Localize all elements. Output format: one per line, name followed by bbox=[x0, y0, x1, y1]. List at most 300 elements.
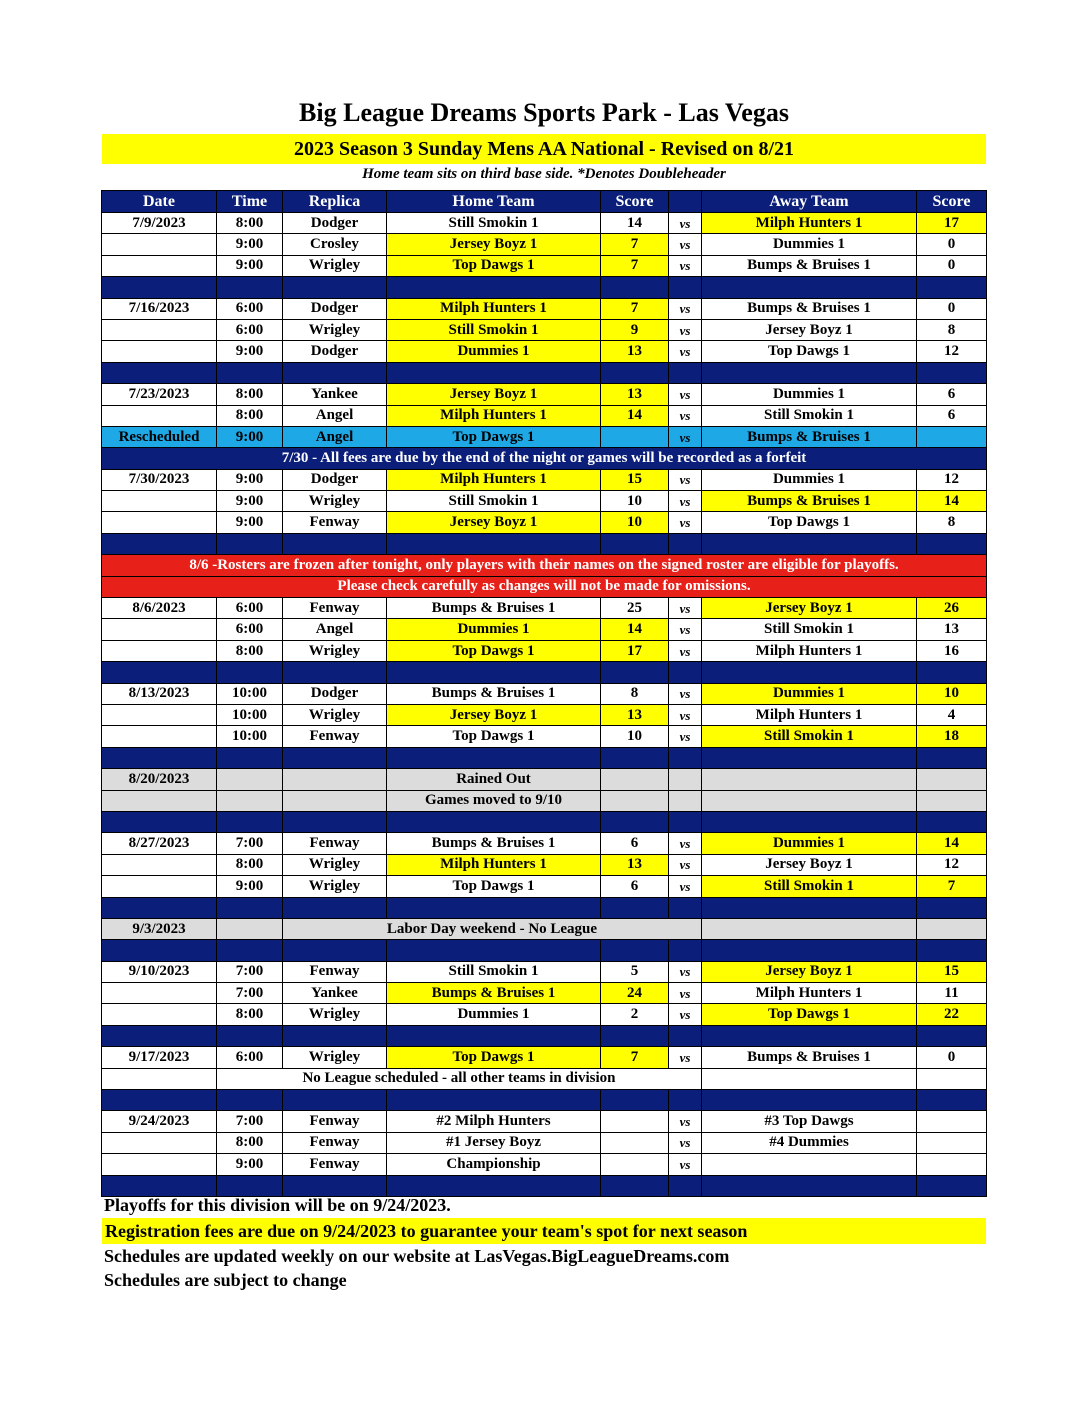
vs-label: vs bbox=[669, 341, 702, 362]
game-date bbox=[102, 876, 217, 897]
game-field: Fenway bbox=[283, 1111, 387, 1132]
home-score: 10 bbox=[601, 491, 669, 512]
separator-cell bbox=[601, 897, 669, 918]
game-field: Dodger bbox=[283, 341, 387, 362]
separator-cell bbox=[702, 747, 917, 768]
game-row bbox=[102, 1047, 987, 1068]
game-date bbox=[102, 726, 217, 747]
away-score: 10 bbox=[917, 683, 987, 704]
game-date bbox=[102, 704, 217, 725]
rainout-row bbox=[102, 769, 987, 790]
home-score: 7 bbox=[601, 1047, 669, 1068]
away-score: 13 bbox=[917, 619, 987, 640]
game-time: 7:00 bbox=[217, 1111, 283, 1132]
game-field: Wrigley bbox=[283, 491, 387, 512]
separator-cell bbox=[917, 662, 987, 683]
vs-label: vs bbox=[669, 405, 702, 426]
separator-cell bbox=[102, 533, 217, 554]
game-field: Angel bbox=[283, 426, 387, 447]
game-field: Dodger bbox=[283, 469, 387, 490]
away-score: 12 bbox=[917, 854, 987, 875]
game-field: Wrigley bbox=[283, 876, 387, 897]
separator-cell bbox=[387, 362, 601, 383]
away-team: Jersey Boyz 1 bbox=[702, 598, 917, 619]
home-score: 14 bbox=[601, 619, 669, 640]
game-field: Fenway bbox=[283, 833, 387, 854]
schedule-body bbox=[102, 213, 987, 1197]
vs-label: vs bbox=[669, 598, 702, 619]
away-score: 0 bbox=[917, 234, 987, 255]
game-field: Dodger bbox=[283, 298, 387, 319]
separator-cell bbox=[387, 662, 601, 683]
separator-cell bbox=[702, 1175, 917, 1196]
game-field: Fenway bbox=[283, 598, 387, 619]
footer-registration: Registration fees are due on 9/24/2023 to guarantee your team's spot for next season bbox=[102, 1218, 986, 1244]
separator-cell bbox=[601, 277, 669, 298]
game-time: 6:00 bbox=[217, 1047, 283, 1068]
week-separator bbox=[102, 811, 987, 832]
away-team: Milph Hunters 1 bbox=[702, 213, 917, 234]
separator-cell bbox=[217, 1025, 283, 1046]
home-score: 14 bbox=[601, 213, 669, 234]
home-score bbox=[601, 790, 669, 811]
separator-cell bbox=[102, 747, 217, 768]
game-field: Fenway bbox=[283, 726, 387, 747]
home-score: 7 bbox=[601, 255, 669, 276]
vs-label: vs bbox=[669, 255, 702, 276]
away-score: 0 bbox=[917, 1047, 987, 1068]
away-score: 12 bbox=[917, 341, 987, 362]
vs-label: vs bbox=[669, 876, 702, 897]
fees-notice-text: 7/30 - All fees are due by the end of the night or games will be recorded as a forfeit bbox=[102, 448, 987, 469]
game-row bbox=[102, 341, 987, 362]
footer-website: Schedules are updated weekly on our website at LasVegas.BigLeagueDreams.com bbox=[104, 1246, 730, 1266]
game-date: 8/6/2023 bbox=[102, 598, 217, 619]
away-team: #4 Dummies bbox=[702, 1132, 917, 1153]
separator-cell bbox=[669, 533, 702, 554]
game-time: 8:00 bbox=[217, 1004, 283, 1025]
home-score bbox=[601, 1111, 669, 1132]
away-score bbox=[917, 790, 987, 811]
separator-cell bbox=[102, 811, 217, 832]
separator-cell bbox=[102, 897, 217, 918]
separator-cell bbox=[669, 1025, 702, 1046]
game-date: 7/23/2023 bbox=[102, 384, 217, 405]
roster-notice-line2 bbox=[102, 576, 987, 597]
game-date bbox=[102, 790, 217, 811]
game-row bbox=[102, 1111, 987, 1132]
vs-label: vs bbox=[669, 1004, 702, 1025]
page-title: Big League Dreams Sports Park - Las Vegas bbox=[299, 98, 789, 127]
away-score: 8 bbox=[917, 512, 987, 533]
game-row bbox=[102, 319, 987, 340]
home-team: Bumps & Bruises 1 bbox=[387, 983, 601, 1004]
home-team: #1 Jersey Boyz bbox=[387, 1132, 601, 1153]
game-date bbox=[102, 1068, 217, 1089]
game-row bbox=[102, 619, 987, 640]
game-date: Rescheduled bbox=[102, 426, 217, 447]
week-separator bbox=[102, 277, 987, 298]
game-time: 6:00 bbox=[217, 298, 283, 319]
separator-cell bbox=[283, 747, 387, 768]
home-team: Top Dawgs 1 bbox=[387, 1047, 601, 1068]
game-time bbox=[217, 918, 283, 939]
separator-cell bbox=[283, 662, 387, 683]
separator-cell bbox=[702, 940, 917, 961]
home-team-note: Home team sits on third base side. *Denotes Doubleheader bbox=[362, 166, 726, 182]
game-field: Wrigley bbox=[283, 640, 387, 661]
home-score: 13 bbox=[601, 384, 669, 405]
vs-label: vs bbox=[669, 384, 702, 405]
vs-label: vs bbox=[669, 833, 702, 854]
home-team: Bumps & Bruises 1 bbox=[387, 833, 601, 854]
separator-cell bbox=[601, 1175, 669, 1196]
separator-cell bbox=[217, 533, 283, 554]
away-team: Milph Hunters 1 bbox=[702, 704, 917, 725]
vs-label: vs bbox=[669, 298, 702, 319]
game-row bbox=[102, 426, 987, 447]
game-time: 9:00 bbox=[217, 1154, 283, 1175]
game-field: Crosley bbox=[283, 234, 387, 255]
home-team: Bumps & Bruises 1 bbox=[387, 598, 601, 619]
game-row bbox=[102, 405, 987, 426]
game-field: Wrigley bbox=[283, 255, 387, 276]
week-separator bbox=[102, 747, 987, 768]
away-team: Dummies 1 bbox=[702, 683, 917, 704]
game-time: 9:00 bbox=[217, 512, 283, 533]
separator-cell bbox=[217, 662, 283, 683]
home-score: 6 bbox=[601, 833, 669, 854]
separator-cell bbox=[669, 277, 702, 298]
footer-playoffs: Playoffs for this division will be on 9/24/2023. bbox=[104, 1195, 451, 1215]
game-time: 6:00 bbox=[217, 319, 283, 340]
game-date bbox=[102, 1004, 217, 1025]
week-separator bbox=[102, 362, 987, 383]
game-date: 9/17/2023 bbox=[102, 1047, 217, 1068]
game-row bbox=[102, 640, 987, 661]
game-date: 9/10/2023 bbox=[102, 961, 217, 982]
separator-cell bbox=[387, 1090, 601, 1111]
separator-cell bbox=[601, 1090, 669, 1111]
season-subtitle: 2023 Season 3 Sunday Mens AA National - Revised on 8/21 bbox=[102, 134, 986, 164]
fees-notice bbox=[102, 448, 987, 469]
separator-cell bbox=[102, 940, 217, 961]
away-team: Jersey Boyz 1 bbox=[702, 961, 917, 982]
rainout-row bbox=[102, 790, 987, 811]
week-separator bbox=[102, 1090, 987, 1111]
game-time: 8:00 bbox=[217, 405, 283, 426]
separator-cell bbox=[917, 897, 987, 918]
away-team bbox=[702, 790, 917, 811]
away-score: 8 bbox=[917, 319, 987, 340]
game-date: 7/16/2023 bbox=[102, 298, 217, 319]
home-team: Dummies 1 bbox=[387, 1004, 601, 1025]
game-row bbox=[102, 298, 987, 319]
home-score bbox=[601, 1154, 669, 1175]
vs-label: vs bbox=[669, 1132, 702, 1153]
away-score: 0 bbox=[917, 255, 987, 276]
separator-cell bbox=[702, 662, 917, 683]
away-team: Still Smokin 1 bbox=[702, 876, 917, 897]
game-time: 10:00 bbox=[217, 726, 283, 747]
separator-cell bbox=[217, 1090, 283, 1111]
separator-cell bbox=[283, 940, 387, 961]
separator-cell bbox=[283, 1090, 387, 1111]
vs-label: vs bbox=[669, 426, 702, 447]
away-score: 14 bbox=[917, 491, 987, 512]
game-row bbox=[102, 1004, 987, 1025]
game-date bbox=[102, 255, 217, 276]
game-date bbox=[102, 319, 217, 340]
away-team: Dummies 1 bbox=[702, 469, 917, 490]
home-team: Jersey Boyz 1 bbox=[387, 384, 601, 405]
game-time: 9:00 bbox=[217, 255, 283, 276]
home-team: Jersey Boyz 1 bbox=[387, 234, 601, 255]
away-score bbox=[917, 426, 987, 447]
game-date bbox=[102, 1154, 217, 1175]
game-row bbox=[102, 234, 987, 255]
home-team: Milph Hunters 1 bbox=[387, 854, 601, 875]
home-score bbox=[601, 426, 669, 447]
separator-cell bbox=[601, 662, 669, 683]
away-score bbox=[917, 769, 987, 790]
vs-label: vs bbox=[669, 491, 702, 512]
game-time: 6:00 bbox=[217, 598, 283, 619]
roster-notice-line2-text: Please check carefully as changes will not be made for omissions. bbox=[102, 576, 987, 597]
week-separator bbox=[102, 1175, 987, 1196]
game-time: 7:00 bbox=[217, 961, 283, 982]
vs-label: vs bbox=[669, 726, 702, 747]
away-score: 6 bbox=[917, 405, 987, 426]
game-row bbox=[102, 491, 987, 512]
separator-cell bbox=[102, 1175, 217, 1196]
vs-label: vs bbox=[669, 983, 702, 1004]
separator-cell bbox=[601, 747, 669, 768]
separator-cell bbox=[601, 940, 669, 961]
away-team: #3 Top Dawgs bbox=[702, 1111, 917, 1132]
separator-cell bbox=[217, 940, 283, 961]
separator-cell bbox=[669, 897, 702, 918]
game-time: 9:00 bbox=[217, 341, 283, 362]
separator-cell bbox=[387, 747, 601, 768]
vs-label: vs bbox=[669, 319, 702, 340]
away-team bbox=[702, 1154, 917, 1175]
home-score: 7 bbox=[601, 298, 669, 319]
away-team: Bumps & Bruises 1 bbox=[702, 1047, 917, 1068]
separator-cell bbox=[917, 1025, 987, 1046]
home-score: 15 bbox=[601, 469, 669, 490]
away-score bbox=[917, 1111, 987, 1132]
separator-cell bbox=[102, 1025, 217, 1046]
game-row bbox=[102, 255, 987, 276]
away-team: Top Dawgs 1 bbox=[702, 512, 917, 533]
vs-label: vs bbox=[669, 469, 702, 490]
separator-cell bbox=[387, 533, 601, 554]
vs-label: vs bbox=[669, 854, 702, 875]
separator-cell bbox=[217, 747, 283, 768]
separator-cell bbox=[217, 362, 283, 383]
vs-label: vs bbox=[669, 1047, 702, 1068]
game-row bbox=[102, 833, 987, 854]
week-separator bbox=[102, 940, 987, 961]
separator-cell bbox=[669, 1175, 702, 1196]
home-score: 13 bbox=[601, 704, 669, 725]
home-score: 5 bbox=[601, 961, 669, 982]
home-team: Milph Hunters 1 bbox=[387, 405, 601, 426]
away-score bbox=[917, 918, 987, 939]
game-date bbox=[102, 1132, 217, 1153]
game-time: 9:00 bbox=[217, 469, 283, 490]
separator-cell bbox=[702, 897, 917, 918]
home-team: Bumps & Bruises 1 bbox=[387, 683, 601, 704]
game-time: 10:00 bbox=[217, 683, 283, 704]
separator-cell bbox=[217, 897, 283, 918]
away-score: 18 bbox=[917, 726, 987, 747]
home-team: Still Smokin 1 bbox=[387, 213, 601, 234]
labor-day-row bbox=[102, 918, 987, 939]
game-row bbox=[102, 512, 987, 533]
game-time: 9:00 bbox=[217, 426, 283, 447]
home-team: Milph Hunters 1 bbox=[387, 298, 601, 319]
home-team: Dummies 1 bbox=[387, 341, 601, 362]
header-away-team: Away Team bbox=[702, 191, 917, 213]
game-date bbox=[102, 619, 217, 640]
away-team: Bumps & Bruises 1 bbox=[702, 298, 917, 319]
separator-cell bbox=[917, 1175, 987, 1196]
separator-cell bbox=[217, 1175, 283, 1196]
vs-label: vs bbox=[669, 512, 702, 533]
header-date: Date bbox=[102, 191, 217, 213]
game-time: 8:00 bbox=[217, 384, 283, 405]
away-score: 0 bbox=[917, 298, 987, 319]
away-team: Still Smokin 1 bbox=[702, 405, 917, 426]
game-time bbox=[217, 790, 283, 811]
separator-cell bbox=[917, 940, 987, 961]
game-row bbox=[102, 1132, 987, 1153]
game-field: Dodger bbox=[283, 213, 387, 234]
game-time: 9:00 bbox=[217, 491, 283, 512]
game-field: Angel bbox=[283, 619, 387, 640]
home-team: Dummies 1 bbox=[387, 619, 601, 640]
game-row bbox=[102, 961, 987, 982]
footer-subject-to-change: Schedules are subject to change bbox=[104, 1270, 347, 1290]
home-score: 13 bbox=[601, 854, 669, 875]
game-date: 9/3/2023 bbox=[102, 918, 217, 939]
away-score: 12 bbox=[917, 469, 987, 490]
separator-cell bbox=[917, 747, 987, 768]
header-vs bbox=[669, 191, 702, 213]
separator-cell bbox=[283, 277, 387, 298]
away-team bbox=[702, 1068, 917, 1089]
game-row bbox=[102, 384, 987, 405]
separator-cell bbox=[217, 811, 283, 832]
separator-cell bbox=[702, 1025, 917, 1046]
away-team: Dummies 1 bbox=[702, 234, 917, 255]
game-row bbox=[102, 683, 987, 704]
vs-label bbox=[669, 769, 702, 790]
away-team: Bumps & Bruises 1 bbox=[702, 426, 917, 447]
game-date bbox=[102, 341, 217, 362]
week-separator bbox=[102, 1025, 987, 1046]
separator-cell bbox=[669, 811, 702, 832]
vs-label: vs bbox=[669, 961, 702, 982]
separator-cell bbox=[917, 277, 987, 298]
game-row bbox=[102, 469, 987, 490]
game-time: 8:00 bbox=[217, 640, 283, 661]
game-date bbox=[102, 640, 217, 661]
separator-cell bbox=[917, 811, 987, 832]
home-team: Championship bbox=[387, 1154, 601, 1175]
separator-cell bbox=[917, 362, 987, 383]
home-team: Still Smokin 1 bbox=[387, 319, 601, 340]
game-date: 8/20/2023 bbox=[102, 769, 217, 790]
home-score: 13 bbox=[601, 341, 669, 362]
schedule-table bbox=[101, 190, 987, 1197]
week-separator bbox=[102, 533, 987, 554]
away-score: 6 bbox=[917, 384, 987, 405]
separator-cell bbox=[387, 897, 601, 918]
game-date bbox=[102, 512, 217, 533]
header-home-score: Score bbox=[601, 191, 669, 213]
game-row bbox=[102, 1154, 987, 1175]
game-time: 7:00 bbox=[217, 833, 283, 854]
header-row bbox=[102, 191, 987, 213]
week-separator bbox=[102, 897, 987, 918]
vs-label: vs bbox=[669, 704, 702, 725]
game-field: Yankee bbox=[283, 384, 387, 405]
home-team: Milph Hunters 1 bbox=[387, 469, 601, 490]
away-team bbox=[702, 769, 917, 790]
header-replica: Replica bbox=[283, 191, 387, 213]
home-score: 10 bbox=[601, 512, 669, 533]
game-field: Angel bbox=[283, 405, 387, 426]
vs-label: vs bbox=[669, 683, 702, 704]
away-team: Still Smokin 1 bbox=[702, 619, 917, 640]
game-time: 8:00 bbox=[217, 1132, 283, 1153]
away-team bbox=[702, 918, 917, 939]
separator-cell bbox=[917, 533, 987, 554]
game-field bbox=[283, 769, 387, 790]
header-away-score: Score bbox=[917, 191, 987, 213]
home-team: Still Smokin 1 bbox=[387, 491, 601, 512]
separator-cell bbox=[669, 1090, 702, 1111]
game-date bbox=[102, 405, 217, 426]
game-row bbox=[102, 213, 987, 234]
separator-cell bbox=[601, 362, 669, 383]
game-time bbox=[217, 769, 283, 790]
separator-cell bbox=[601, 811, 669, 832]
game-row bbox=[102, 726, 987, 747]
home-team: Jersey Boyz 1 bbox=[387, 704, 601, 725]
game-field: Wrigley bbox=[283, 319, 387, 340]
away-team: Milph Hunters 1 bbox=[702, 640, 917, 661]
game-field: Dodger bbox=[283, 683, 387, 704]
away-score: 15 bbox=[917, 961, 987, 982]
separator-cell bbox=[217, 277, 283, 298]
vs-label: vs bbox=[669, 640, 702, 661]
home-score bbox=[601, 769, 669, 790]
game-time: 9:00 bbox=[217, 234, 283, 255]
week-separator bbox=[102, 662, 987, 683]
home-score: 24 bbox=[601, 983, 669, 1004]
game-field: Fenway bbox=[283, 512, 387, 533]
away-team: Milph Hunters 1 bbox=[702, 983, 917, 1004]
vs-label: vs bbox=[669, 619, 702, 640]
game-field: Wrigley bbox=[283, 1004, 387, 1025]
home-team: Top Dawgs 1 bbox=[387, 640, 601, 661]
home-team: Still Smokin 1 bbox=[387, 961, 601, 982]
game-row bbox=[102, 598, 987, 619]
